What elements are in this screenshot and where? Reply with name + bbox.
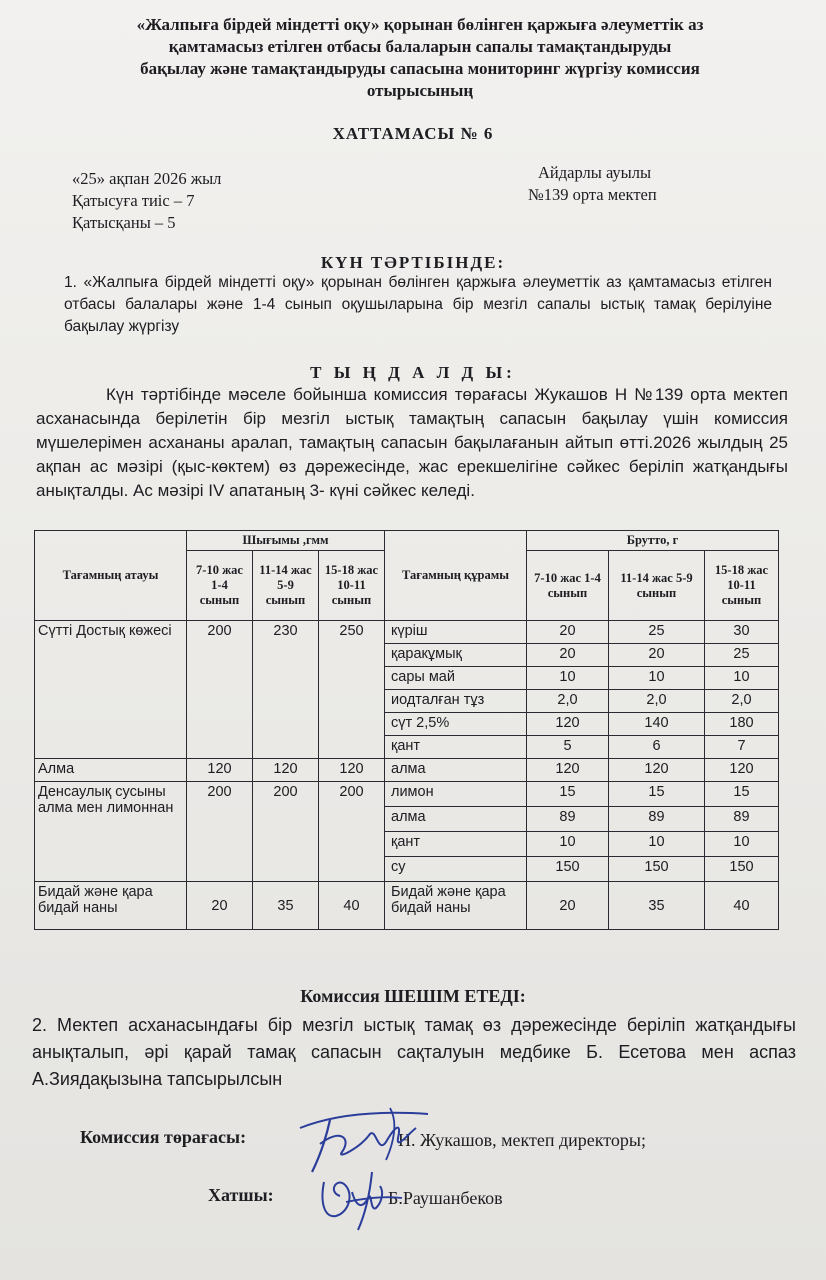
gross-cell: 10 — [609, 667, 705, 690]
gross-cell: 10 — [609, 832, 705, 857]
gross-cell: 6 — [609, 736, 705, 759]
header-dish-name: Тағамның атауы — [35, 531, 187, 621]
ingredient-name: күріш — [385, 621, 527, 644]
gross-cell: 150 — [609, 857, 705, 882]
protocol-title: ХАТТАМАСЫ № 6 — [332, 124, 494, 143]
attended: Қатысқаны – 5 — [72, 213, 176, 232]
header-yield-age-11-14: 11-14 жас 5-9 сынып — [253, 551, 319, 621]
table-row — [35, 882, 779, 930]
gross-cell: 35 — [609, 882, 705, 930]
gross-cell: 7 — [705, 736, 779, 759]
chair-name: Н. Жукашов, мектеп директоры; — [398, 1130, 646, 1150]
yield-cell: 120 — [187, 759, 253, 782]
yield-cell: 120 — [253, 759, 319, 782]
ingredient-name: қаракұмық — [385, 644, 527, 667]
gross-cell: 5 — [527, 736, 609, 759]
gross-cell: 10 — [527, 832, 609, 857]
gross-cell: 120 — [527, 713, 609, 736]
gross-cell: 2,0 — [527, 690, 609, 713]
gross-cell: 10 — [705, 832, 779, 857]
gross-cell: 15 — [705, 782, 779, 807]
school-name: №139 орта мектеп — [528, 185, 657, 204]
header-yield-age-7-10: 7-10 жас 1-4 сынып — [187, 551, 253, 621]
header-gross: Брутто, г — [527, 531, 779, 551]
header-line-4: отырысының — [366, 81, 474, 100]
ingredient-name: лимон — [385, 782, 527, 807]
yield-cell: 120 — [319, 759, 385, 782]
header-yield: Шығымы ,гмм — [187, 531, 385, 551]
gross-cell: 10 — [705, 667, 779, 690]
yield-cell: 230 — [253, 621, 319, 759]
gross-cell: 180 — [705, 713, 779, 736]
gross-cell: 15 — [527, 782, 609, 807]
gross-cell: 89 — [527, 807, 609, 832]
ingredient-name: сүт 2,5% — [385, 713, 527, 736]
yield-cell: 35 — [253, 882, 319, 930]
village-name: Айдарлы ауылы — [538, 163, 652, 182]
document-header — [60, 14, 780, 102]
menu-table — [34, 530, 779, 930]
ingredient-name: қант — [385, 736, 527, 759]
secretary-label: Хатшы: — [208, 1185, 274, 1205]
header-line-2: қамтамасыз етілген отбасы балаларын сапалы тамақтандыруды — [168, 37, 672, 56]
gross-cell: 2,0 — [609, 690, 705, 713]
gross-cell: 25 — [705, 644, 779, 667]
yield-cell: 200 — [187, 782, 253, 882]
secretary-signature-icon — [310, 1162, 410, 1234]
table-row — [35, 782, 779, 807]
header-gross-age-15-18: 15-18 жас 10-11 сынып — [705, 551, 779, 621]
header-line-1: «Жалпыға бірдей міндетті оқу» қорынан бөлінген қаржыға әлеуметтік аз — [136, 15, 704, 34]
meeting-date: «25» ақпан 2026 жыл — [72, 169, 222, 188]
yield-cell: 40 — [319, 882, 385, 930]
gross-cell: 120 — [527, 759, 609, 782]
dish-name: Сүтті Достық көжесі — [35, 621, 187, 759]
ingredient-name: Бидай және қара бидай наны — [385, 882, 527, 930]
chair-label: Комиссия төрағасы: — [80, 1127, 247, 1147]
gross-cell: 150 — [705, 857, 779, 882]
yield-cell: 200 — [187, 621, 253, 759]
ingredient-name: иодталған тұз — [385, 690, 527, 713]
gross-cell: 40 — [705, 882, 779, 930]
ingredient-name: алма — [385, 807, 527, 832]
yield-cell: 200 — [253, 782, 319, 882]
ingredient-name: алма — [385, 759, 527, 782]
table-row — [35, 621, 779, 644]
gross-cell: 89 — [705, 807, 779, 832]
ingredient-name: су — [385, 857, 527, 882]
gross-cell: 150 — [527, 857, 609, 882]
header-gross-age-11-14: 11-14 жас 5-9 сынып — [609, 551, 705, 621]
gross-cell: 25 — [609, 621, 705, 644]
dish-name: Алма — [35, 759, 187, 782]
gross-cell: 30 — [705, 621, 779, 644]
table-row — [35, 759, 779, 782]
gross-cell: 20 — [527, 644, 609, 667]
gross-cell: 120 — [609, 759, 705, 782]
dish-name: Денсаулық сусыны алма мен лимоннан — [35, 782, 187, 882]
gross-cell: 140 — [609, 713, 705, 736]
gross-cell: 20 — [527, 621, 609, 644]
heard-text: Күн тәртібінде мәселе бойынша комиссия төрағасы Жукашов Н №139 орта мектеп асханасында берілетін бір мезгіл ыстық тамақтың сапасын бақылау үшін комиссия мүшелерімен асхананы аралап, тамақтың сапасын бақылағанын айтып өтті.2026 жылдың 25 ақпан ас мәзірі (қыс-көктем) өз дәрежесінде, жас ерекшелігіне сәйкес беріліп жатқандығы анықталды. Ас мәзірі IV апатаның 3- күні сәйкес келеді. — [36, 385, 788, 500]
header-yield-age-15-18: 15-18 жас 10-11 сынып — [319, 551, 385, 621]
meta-left — [72, 168, 221, 234]
yield-cell: 20 — [187, 882, 253, 930]
yield-cell: 200 — [319, 782, 385, 882]
dish-name: Бидай және қара бидай наны — [35, 882, 187, 930]
ingredient-name: қант — [385, 832, 527, 857]
secretary-name: Б.Раушанбеков — [388, 1188, 503, 1208]
header-composition: Тағамның құрамы — [385, 531, 527, 621]
should-attend: Қатысуға тиіс – 7 — [72, 191, 195, 210]
yield-cell: 250 — [319, 621, 385, 759]
gross-cell: 89 — [609, 807, 705, 832]
header-gross-age-7-10: 7-10 жас 1-4 сынып — [527, 551, 609, 621]
decision-text: 2. Мектеп асханасындағы бір мезгіл ыстық тамақ өз дәрежесінде беріліп жатқандығы анықталып, әрі қарай тамақ сапасын сақталуын медбике Б. Есетова мен аспаз А.Зиядақызына тапсырылсын — [32, 1015, 796, 1089]
header-line-3: бақылау және тамақтандыруды сапасына мониторинг жүргізу комиссия — [140, 59, 700, 78]
agenda-title: КҮН ТӘРТІБІНДЕ: — [320, 253, 506, 272]
decision-title: Комиссия ШЕШІМ ЕТЕДІ: — [300, 986, 526, 1006]
ingredient-name: сары май — [385, 667, 527, 690]
gross-cell: 2,0 — [705, 690, 779, 713]
gross-cell: 10 — [527, 667, 609, 690]
gross-cell: 15 — [609, 782, 705, 807]
heard-title: Т Ы Ң Д А Л Д Ы: — [310, 363, 516, 382]
gross-cell: 120 — [705, 759, 779, 782]
agenda-text: 1. «Жалпыға бірдей міндетті оқу» қорынан бөлінген қаржыға әлеуметтік аз қамтамасыз етілген отбасы балалары және 1-4 сынып оқушыларына бір мезгіл сапалы ыстық тамақ берілуіне бақылау жүргізу — [64, 274, 772, 335]
meta-right — [528, 162, 657, 206]
gross-cell: 20 — [609, 644, 705, 667]
gross-cell: 20 — [527, 882, 609, 930]
